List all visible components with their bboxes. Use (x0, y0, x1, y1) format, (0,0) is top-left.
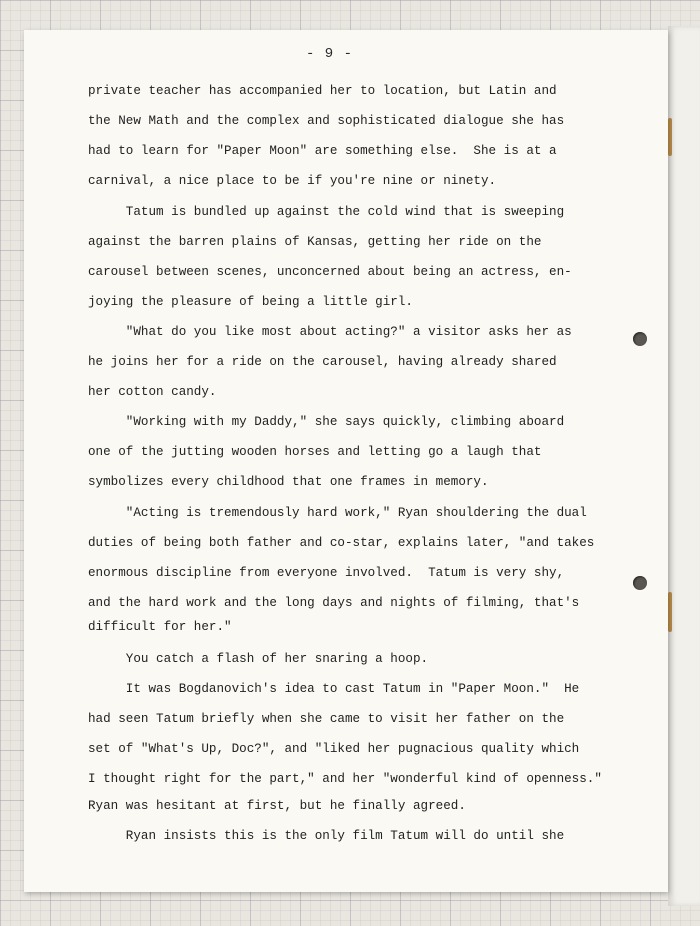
text-line: Ryan insists this is the only film Tatum will do until she (88, 829, 565, 843)
text-line: against the barren plains of Kansas, getting her ride on the (88, 235, 542, 249)
text-line: It was Bogdanovich's idea to cast Tatum in "Paper Moon." He (88, 682, 580, 696)
text-line: duties of being both father and co-star, explains later, "and takes (88, 536, 595, 550)
text-line: "What do you like most about acting?" a visitor asks her as (88, 325, 572, 339)
binder-clip-top (668, 118, 672, 156)
text-line: symbolizes every childhood that one frames in memory. (88, 475, 489, 489)
text-line: private teacher has accompanied her to location, but Latin and (88, 84, 557, 98)
page-number: - 9 - (306, 46, 354, 62)
document-page (24, 30, 668, 892)
text-line: enormous discipline from everyone involved. Tatum is very shy, (88, 566, 565, 580)
text-line: and the hard work and the long days and nights of filming, that's (88, 596, 580, 610)
text-line: carousel between scenes, unconcerned about being an actress, en- (88, 265, 572, 279)
binder-clip-bottom (668, 592, 672, 632)
text-line: difficult for her." (88, 620, 232, 634)
next-page-edge (668, 26, 700, 906)
text-line: carnival, a nice place to be if you're nine or ninety. (88, 174, 497, 188)
text-line: the New Math and the complex and sophisticated dialogue she has (88, 114, 565, 128)
text-line: one of the jutting wooden horses and letting go a laugh that (88, 445, 542, 459)
punch-hole-top (633, 332, 647, 346)
text-line: "Acting is tremendously hard work," Ryan shouldering the dual (88, 506, 587, 520)
text-line: I thought right for the part," and her "wonderful kind of openness." (88, 772, 602, 786)
text-line: had to learn for "Paper Moon" are something else. She is at a (88, 144, 557, 158)
text-line: he joins her for a ride on the carousel, having already shared (88, 355, 557, 369)
text-line: Tatum is bundled up against the cold wind that is sweeping (88, 205, 565, 219)
punch-hole-bottom (633, 576, 647, 590)
text-line: joying the pleasure of being a little girl. (88, 295, 413, 309)
text-line: had seen Tatum briefly when she came to visit her father on the (88, 712, 565, 726)
text-line: set of "What's Up, Doc?", and "liked her pugnacious quality which (88, 742, 580, 756)
text-line: Ryan was hesitant at first, but he finally agreed. (88, 799, 466, 813)
text-line: her cotton candy. (88, 385, 217, 399)
text-line: "Working with my Daddy," she says quickly, climbing aboard (88, 415, 565, 429)
text-line: You catch a flash of her snaring a hoop. (88, 652, 429, 666)
